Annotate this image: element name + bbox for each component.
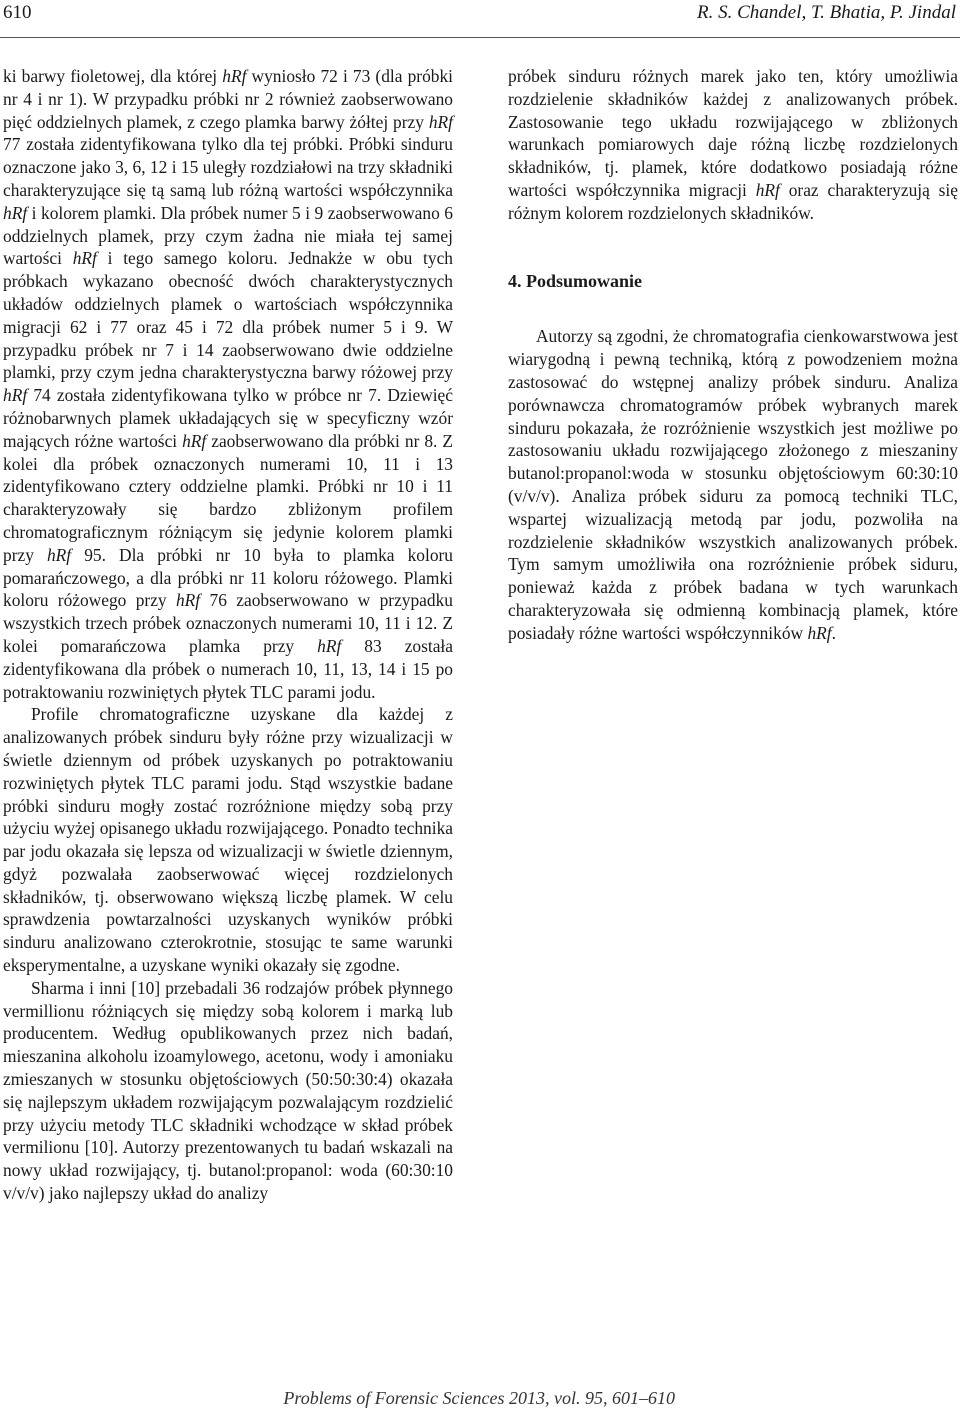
page-footer: Problems of Forensic Sciences 2013, vol. 95, 601–610	[283, 1388, 675, 1408]
hrf-symbol: hRf	[428, 111, 453, 132]
hrf-symbol: hRf	[72, 248, 97, 269]
hrf-symbol: hRf	[182, 430, 207, 451]
hrf-symbol: hRf	[175, 590, 201, 611]
hrf-symbol: hRf	[317, 635, 342, 656]
left-column	[3, 65, 453, 1205]
body-paragraph: ki barwy fioletowej, dla której hRf wyniosło 72 i 73 (dla próbki nr 4 i nr 1). W przypadku próbki nr 2 również zaobserwowano pięć oddzielnych plamek, z czego plamka barwy żółtej przy hRf 77 została zidentyfikowana tylko dla tej próbki. Próbki sinduru oznaczone jako 3, 6, 12 i 15 uległy rozdziałowi na trzy składniki charakteryzujące się tą samą lub różną wartości współczynnika hRf i kolorem plamki. Dla próbek numer 5 i 9 zaobserwowano 6 oddzielnych plamek, przy czym żadna nie miała tej samej wartości hRf i tego samego koloru. Jednakże w obu tych próbkach wykazano obecność dwóch charakterystycznych układów oddzielnych plamek o wartościach współczynnika migracji 62 i 77 oraz 45 i 72 dla próbek numer 5 i 9. W przypadku próbek nr 7 i 14 zaobserwowano dwie oddzielne plamki, przy czym jedna charakterystyczna barwy różowej przy hRf 74 została zidentyfikowana tylko w próbce nr 7. Dziewięć różnobarwnych plamek układających się w specyficzny wzór mających różne wartości hRf zaobserwowano dla próbki nr 8. Z kolei dla próbek oznaczonych numerami 10, 11 i 13 zidentyfikowano cztery oddzielne plamki. Próbki nr 10 i 11 charakteryzowały się bardzo zbliżonym profilem chromatograficznym różniącym się jedynie kolorem plamki przy hRf 95. Dla próbki nr 10 była to plamka koloru pomarańczowego, a dla próbki nr 11 koloru różowego. Plamki koloru różowego przy hRf 76 zaobserwowano w przypadku wszystkich trzech próbek oznaczonych numerami 10, 11 i 12. Z kolei pomarańczowa plamka przy hRf 83 została zidentyfikowana dla próbek o numerach 10, 11, 13, 14 i 15 po potraktowaniu rozwiniętych płytek TLC parami jodu.	[3, 66, 453, 702]
running-head: R. S. Chandel, T. Bhatia, P. Jindal	[697, 2, 956, 23]
hrf-symbol: hRf	[807, 622, 832, 643]
hrf-symbol: hRf	[755, 179, 780, 200]
header-rule	[0, 37, 960, 38]
body-paragraph: Profile chromatograficzne uzyskane dla każdej z analizowanych próbek sinduru były różne przy wizualizacji w świetle dziennym od próbek uzyskanych po potraktowaniu rozwiniętych płytek TLC parami jodu. Stąd wszystkie badane próbki sinduru mogły zostać rozróżnione między sobą przy użyciu wyżej opisanego układu rozwijającego. Ponadto technika par jodu okazała się lepsza od wizualizacji w świetle dziennym, gdyż pozwalała zaobserwować więcej rozdzielonych składników, tj. obserwowano większą liczbę plamek. W celu sprawdzenia powtarzalności uzyskanych wyników próbki sinduru analizowano czterokrotnie, stosując te same warunki eksperymentalne, a uzyskane wyniki okazały się zgodne.	[3, 704, 453, 976]
hrf-symbol: hRf	[222, 66, 247, 86]
hrf-symbol: hRf	[3, 385, 28, 406]
section-heading: 4. Podsumowanie	[508, 270, 643, 291]
body-paragraph: Sharma i inni [10] przebadali 36 rodzajów próbek płynnego vermillionu różniących się między sobą kolorem i marką lub producentem. Według opublikowanych przez nich badań, mieszanina alkoholu izoamylowego, acetonu, wody i amoniaku zmieszanych w stosunku objętościowych (50:50:30:4) okazała się najlepszym układem rozwijającym pozwalającym rozdzielić przy użyciu metody TLC składniki wchodzące w skład próbek vermilionu [10]. Autorzy prezentowanych tu badań wskazali na nowy układ rozwijający, tj. butanol:propanol: woda (60:30:10 v/v/v) jako najlepszy układ do analizy	[3, 977, 453, 1204]
right-column	[508, 65, 958, 645]
hrf-symbol: hRf	[3, 202, 28, 223]
page-number: 610	[3, 2, 32, 23]
page-header	[0, 0, 960, 40]
hrf-symbol: hRf	[46, 544, 72, 565]
body-paragraph: próbek sinduru różnych marek jako ten, który umożliwia rozdzielenie składników każdej z analizowanych próbek. Zastosowanie tego układu rozwijającego w zbliżonych warunkach pomiarowych daje różną liczbę rozdzielonych składników, tj. plamek, które dodatkowo posiadają różne wartości współczynnika migracji hRf oraz charakteryzują się różnym kolorem rozdzielonych składników.	[508, 66, 958, 223]
body-paragraph: Autorzy są zgodni, że chromatografia cienkowarstwowa jest wiarygodną i pewną techniką, którą z powodzeniem można zastosować do wstępnej analizy próbek sinduru. Analiza porównawcza chromatogramów próbek wybranych marek sinduru pokazała, że rozróżnienie wszystkich jest możliwe po zastosowaniu układu rozwijającego złożonego z mieszaniny butanol:propanol:woda w stosunku objętościowym 60:30:10 (v/v/v). Analiza próbek siduru za pomocą techniki TLC, wspartej wizualizacją metodą par jodu, pozwoliła na rozdzielenie składników wszystkich analizowanych próbek. Tym samym umożliwiła ona rozróżnienie próbek siduru, ponieważ każda z próbek badana w tych warunkach charakteryzowała się odmienną kombinacją plamek, które posiadały różne wartości współczynników hRf.	[508, 326, 958, 643]
